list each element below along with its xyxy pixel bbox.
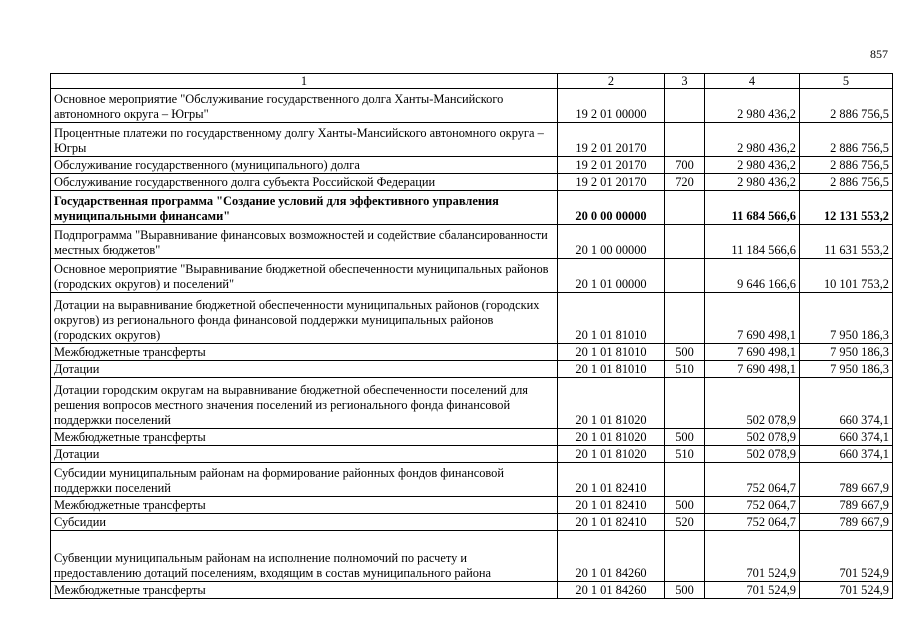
cell-expense-type (665, 259, 705, 293)
cell-amount-year2: 7 950 186,3 (800, 293, 893, 344)
cell-amount-year1: 2 980 436,2 (705, 157, 800, 174)
cell-name: Субвенции муниципальным районам на исполнение полномочий по расчету и предоставлению дотаций поселениям, входящим в состав муниципального района (51, 531, 558, 582)
cell-expense-type: 500 (665, 344, 705, 361)
cell-amount-year1: 2 980 436,2 (705, 89, 800, 123)
cell-code: 20 1 01 84260 (558, 531, 665, 582)
table-row (51, 378, 893, 429)
table-header-row (51, 74, 893, 89)
table-row (51, 344, 893, 361)
cell-amount-year1: 752 064,7 (705, 497, 800, 514)
table-row (51, 89, 893, 123)
cell-name: Подпрограмма "Выравнивание финансовых возможностей и содействие сбалансированности местных бюджетов" (51, 225, 558, 259)
cell-code: 20 1 01 82410 (558, 497, 665, 514)
cell-name: Основное мероприятие "Обслуживание государственного долга Ханты-Мансийского автономного округа – Югры" (51, 89, 558, 123)
cell-amount-year2: 2 886 756,5 (800, 157, 893, 174)
cell-code: 20 1 01 81010 (558, 361, 665, 378)
table-row (51, 446, 893, 463)
cell-name: Дотации (51, 446, 558, 463)
cell-code: 20 1 01 81020 (558, 378, 665, 429)
cell-name: Субсидии муниципальным районам на формирование районных фондов финансовой поддержки поселений (51, 463, 558, 497)
cell-code: 20 1 00 00000 (558, 225, 665, 259)
cell-amount-year1: 502 078,9 (705, 378, 800, 429)
table-row (51, 174, 893, 191)
cell-name: Субсидии (51, 514, 558, 531)
cell-amount-year1: 701 524,9 (705, 582, 800, 599)
cell-code: 19 2 01 20170 (558, 174, 665, 191)
cell-name: Процентные платежи по государственному долгу Ханты-Мансийского автономного округа – Югры (51, 123, 558, 157)
cell-name: Дотации (51, 361, 558, 378)
cell-expense-type: 700 (665, 157, 705, 174)
cell-expense-type (665, 293, 705, 344)
cell-amount-year1: 701 524,9 (705, 531, 800, 582)
cell-amount-year1: 502 078,9 (705, 429, 800, 446)
table-row (51, 429, 893, 446)
table-row (51, 157, 893, 174)
cell-amount-year2: 2 886 756,5 (800, 89, 893, 123)
cell-amount-year2: 701 524,9 (800, 531, 893, 582)
table-row (51, 225, 893, 259)
table-row (51, 361, 893, 378)
cell-amount-year1: 502 078,9 (705, 446, 800, 463)
header-col-code: 2 (558, 74, 665, 89)
cell-amount-year1: 2 980 436,2 (705, 123, 800, 157)
cell-amount-year2: 7 950 186,3 (800, 361, 893, 378)
cell-amount-year1: 752 064,7 (705, 463, 800, 497)
cell-expense-type (665, 123, 705, 157)
table-row (51, 497, 893, 514)
table-row (51, 531, 893, 582)
cell-amount-year2: 660 374,1 (800, 378, 893, 429)
cell-code: 20 0 00 00000 (558, 191, 665, 225)
cell-expense-type: 520 (665, 514, 705, 531)
cell-code: 19 2 01 20170 (558, 157, 665, 174)
cell-name: Дотации на выравнивание бюджетной обеспеченности муниципальных районов (городских округов) из регионального фонда финансовой поддержки муниципальных районов (городских округов) (51, 293, 558, 344)
cell-amount-year1: 9 646 166,6 (705, 259, 800, 293)
cell-name: Межбюджетные трансферты (51, 582, 558, 599)
cell-code: 20 1 01 81020 (558, 446, 665, 463)
cell-name: Обслуживание государственного долга субъекта Российской Федерации (51, 174, 558, 191)
cell-name: Межбюджетные трансферты (51, 429, 558, 446)
cell-expense-type (665, 463, 705, 497)
cell-amount-year1: 7 690 498,1 (705, 361, 800, 378)
cell-code: 20 1 01 00000 (558, 259, 665, 293)
cell-amount-year1: 11 684 566,6 (705, 191, 800, 225)
cell-expense-type: 500 (665, 429, 705, 446)
table-row (51, 514, 893, 531)
cell-amount-year1: 7 690 498,1 (705, 344, 800, 361)
cell-name: Дотации городским округам на выравнивание бюджетной обеспеченности поселений для решения вопросов местного значения поселений из регионального фонда финансовой поддержки поселений (51, 378, 558, 429)
cell-amount-year1: 752 064,7 (705, 514, 800, 531)
cell-expense-type: 510 (665, 361, 705, 378)
cell-code: 20 1 01 81010 (558, 344, 665, 361)
cell-expense-type (665, 225, 705, 259)
table-row (51, 259, 893, 293)
cell-amount-year2: 701 524,9 (800, 582, 893, 599)
table-row (51, 293, 893, 344)
cell-expense-type: 500 (665, 582, 705, 599)
cell-expense-type (665, 378, 705, 429)
header-col-year2: 5 (800, 74, 893, 89)
cell-amount-year1: 7 690 498,1 (705, 293, 800, 344)
cell-amount-year2: 10 101 753,2 (800, 259, 893, 293)
cell-expense-type: 720 (665, 174, 705, 191)
cell-expense-type (665, 531, 705, 582)
cell-amount-year2: 2 886 756,5 (800, 123, 893, 157)
cell-amount-year2: 789 667,9 (800, 497, 893, 514)
cell-expense-type: 500 (665, 497, 705, 514)
cell-code: 19 2 01 00000 (558, 89, 665, 123)
table-row (51, 191, 893, 225)
cell-amount-year1: 11 184 566,6 (705, 225, 800, 259)
cell-name: Государственная программа "Создание условий для эффективного управления муниципальными финансами" (51, 191, 558, 225)
cell-name: Обслуживание государственного (муниципального) долга (51, 157, 558, 174)
cell-amount-year2: 11 631 553,2 (800, 225, 893, 259)
cell-amount-year2: 789 667,9 (800, 514, 893, 531)
header-col-name: 1 (51, 74, 558, 89)
cell-amount-year2: 2 886 756,5 (800, 174, 893, 191)
table-body (51, 89, 893, 599)
cell-code: 20 1 01 81020 (558, 429, 665, 446)
cell-amount-year2: 789 667,9 (800, 463, 893, 497)
cell-code: 20 1 01 84260 (558, 582, 665, 599)
cell-amount-year2: 12 131 553,2 (800, 191, 893, 225)
table-row (51, 582, 893, 599)
cell-name: Межбюджетные трансферты (51, 344, 558, 361)
cell-expense-type: 510 (665, 446, 705, 463)
cell-amount-year2: 7 950 186,3 (800, 344, 893, 361)
cell-code: 19 2 01 20170 (558, 123, 665, 157)
cell-expense-type (665, 191, 705, 225)
header-col-year1: 4 (705, 74, 800, 89)
cell-code: 20 1 01 81010 (558, 293, 665, 344)
table-row (51, 463, 893, 497)
cell-code: 20 1 01 82410 (558, 463, 665, 497)
cell-name: Основное мероприятие "Выравнивание бюджетной обеспеченности муниципальных районов (городских округов) и поселений" (51, 259, 558, 293)
header-col-vr: 3 (665, 74, 705, 89)
cell-amount-year2: 660 374,1 (800, 429, 893, 446)
cell-amount-year1: 2 980 436,2 (705, 174, 800, 191)
cell-name: Межбюджетные трансферты (51, 497, 558, 514)
cell-amount-year2: 660 374,1 (800, 446, 893, 463)
budget-table (50, 73, 893, 599)
page-number: 857 (870, 47, 888, 61)
table-row (51, 123, 893, 157)
cell-code: 20 1 01 82410 (558, 514, 665, 531)
cell-expense-type (665, 89, 705, 123)
